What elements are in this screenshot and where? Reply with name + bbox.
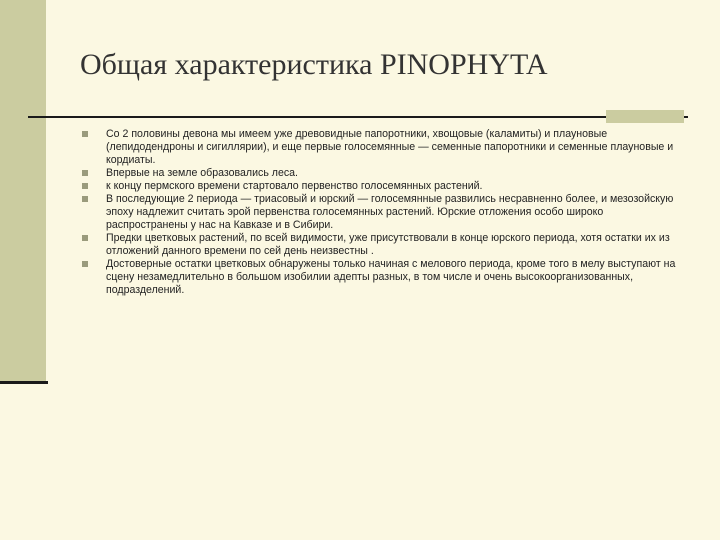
bullet-item	[82, 167, 682, 180]
square-bullet-icon	[82, 196, 88, 202]
bullet-text: Достоверные остатки цветковых обнаружены только начиная с мелового периода, кроме того в мелу выступают на сцену незамедлительно в большом изобилии адепты разных, в том числе и очень высокоорганизованных, подразделений.	[106, 258, 676, 296]
bullet-item	[82, 193, 682, 232]
bullet-text: Со 2 половины девона мы имеем уже древовидные папоротники, хвощовые (каламиты) и плауновые (лепидодендроны и сигиллярии), и еще первые голосемянные — семенные папоротники и семенные плауновые и кордиаты.	[106, 128, 674, 166]
bullet-text: Впервые на земле образовались леса.	[106, 167, 298, 179]
bullet-text: Предки цветковых растений, по всей видимости, уже присутствовали в конце юрского периода, хотя остатки их из отложений данного времени по сей день неизвестны .	[106, 232, 670, 257]
square-bullet-icon	[82, 170, 88, 176]
bullet-text: В последующие 2 периода — триасовый и юрский — голосемянные развились несравненно более, и мезозойскую эпоху надлежит считать эрой первенства голосемянных растений. Юрские отложения особо широко распространены у нас на Кавказе и в Сибири.	[106, 193, 674, 231]
square-bullet-icon	[82, 235, 88, 241]
square-bullet-icon	[82, 131, 88, 137]
title-accent-block	[606, 110, 684, 123]
left-accent-bar	[0, 0, 46, 382]
bullet-item	[82, 128, 682, 167]
bullet-item	[82, 258, 682, 297]
square-bullet-icon	[82, 261, 88, 267]
bullet-list	[82, 128, 682, 297]
bullet-text: к концу пермского времени стартовало первенство голосемянных растений.	[106, 180, 483, 192]
bullet-item	[82, 232, 682, 258]
left-accent-bar-edge	[0, 381, 48, 384]
square-bullet-icon	[82, 183, 88, 189]
slide-title: Общая характеристика PINOPHYTA	[80, 48, 548, 81]
title-divider	[28, 116, 688, 118]
bullet-item	[82, 180, 682, 193]
